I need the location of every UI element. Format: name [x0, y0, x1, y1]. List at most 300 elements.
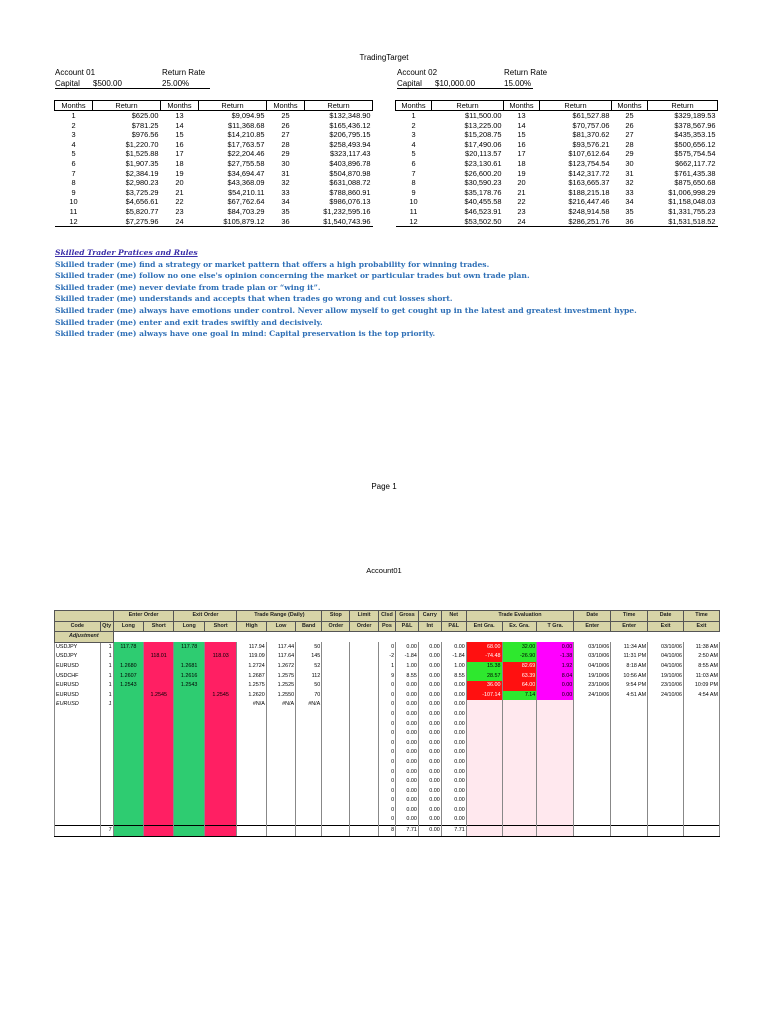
te-cell [611, 815, 648, 825]
exl-cell [174, 720, 204, 730]
exl-cell [174, 729, 204, 739]
exs-cell [204, 758, 237, 768]
return-cell: $105,879.12 [199, 217, 267, 227]
tx-cell [683, 739, 719, 749]
return-cell: $323,117.43 [329, 149, 371, 159]
net-cell: 0.00 [441, 758, 466, 768]
month-cell: 5 [411, 149, 416, 159]
limit-cell [350, 826, 378, 837]
eg-cell [466, 815, 502, 825]
month-cell: 33 [625, 187, 634, 197]
pos-cell: 8 [378, 826, 395, 837]
tx-cell: 10:09 PM [683, 681, 719, 691]
return-cell: $26,600.20 [464, 168, 502, 178]
tg-cell: 0.00 [537, 691, 574, 701]
exl-cell: 1.2681 [174, 662, 204, 672]
return-cell: $70,757.06 [572, 120, 610, 130]
de-cell: 24/10/06 [574, 691, 611, 701]
te-cell: 11:31 PM [611, 652, 648, 662]
month-cell: 9 [71, 187, 76, 197]
column-header: Long [113, 621, 143, 632]
ens-cell [144, 700, 174, 710]
sub-header-row [55, 621, 720, 632]
dx-cell [648, 729, 684, 739]
table-row [55, 691, 720, 701]
dx-cell: 04/10/06 [648, 652, 684, 662]
tx-cell [683, 768, 719, 778]
tx-cell: 11:03 AM [683, 672, 719, 682]
column-header: Months [612, 101, 648, 111]
high-cell [237, 815, 266, 825]
tg-cell [537, 758, 574, 768]
eg-cell [466, 758, 502, 768]
tg-cell: 1.92 [537, 662, 574, 672]
gross-cell: 0.00 [396, 777, 419, 787]
band-cell [296, 739, 322, 749]
exs-cell [204, 826, 237, 837]
eg-cell: -74.48 [466, 652, 502, 662]
dx-cell: 03/10/06 [648, 642, 684, 652]
return-cell: $15,208.75 [464, 130, 502, 140]
exl-cell: 1.2543 [174, 681, 204, 691]
column-header: Short [144, 621, 174, 632]
enl-cell [113, 748, 143, 758]
dx-cell [648, 777, 684, 787]
stop-cell [322, 787, 350, 797]
pos-cell: 0 [378, 720, 395, 730]
table-row [55, 159, 373, 169]
limit-cell [350, 720, 378, 730]
de-cell: 03/10/06 [574, 642, 611, 652]
stop-cell [322, 806, 350, 816]
de-cell [574, 739, 611, 749]
exl-cell [174, 787, 204, 797]
exl-cell [174, 815, 204, 825]
te-cell: 11:34 AM [611, 642, 648, 652]
enl-cell [113, 777, 143, 787]
capital-label: Capital [397, 79, 422, 88]
high-cell [237, 787, 266, 797]
month-cell: 29 [281, 149, 290, 159]
gross-cell: -1.84 [396, 652, 419, 662]
xg-cell: -26.90 [502, 652, 537, 662]
code-cell [55, 739, 101, 749]
enl-cell [113, 796, 143, 806]
capital-value: $500.00 [93, 79, 122, 88]
return-cell: $788,860.91 [329, 187, 371, 197]
month-cell: 28 [625, 139, 634, 149]
column-header: Months [267, 101, 305, 111]
column-header: Short [204, 621, 237, 632]
carry-cell: 0.00 [418, 652, 441, 662]
low-cell: 117.44 [266, 642, 295, 652]
tx-cell [683, 700, 719, 710]
stop-cell [322, 758, 350, 768]
gross-cell: 7.71 [396, 826, 419, 837]
qty-cell: 1 [100, 691, 113, 701]
table-row [55, 140, 373, 150]
eg-cell [466, 700, 502, 710]
code-cell [55, 710, 101, 720]
table-row [55, 729, 720, 739]
high-cell [237, 768, 266, 778]
pos-cell: 9 [378, 672, 395, 682]
exl-cell [174, 768, 204, 778]
table-row [55, 768, 720, 778]
return-cell: $781.25 [131, 120, 159, 130]
exs-cell [204, 768, 237, 778]
return-cell: $165,436.12 [329, 120, 371, 130]
gross-cell: 1.00 [396, 662, 419, 672]
low-cell [266, 796, 295, 806]
return-cell: $163,665.37 [568, 178, 610, 188]
gross-cell: 0.00 [396, 720, 419, 730]
stop-header: Stop [322, 611, 350, 622]
month-cell: 9 [411, 187, 416, 197]
high-cell: #N/A [237, 700, 266, 710]
dx-cell [648, 758, 684, 768]
low-cell [266, 739, 295, 749]
ens-cell [144, 796, 174, 806]
column-header: Months [55, 101, 93, 111]
de-cell: 03/10/06 [574, 652, 611, 662]
exl-cell [174, 806, 204, 816]
gross-cell: 0.00 [396, 796, 419, 806]
low-cell: 1.2672 [266, 662, 295, 672]
column-header: Months [504, 101, 540, 111]
qty-cell [100, 777, 113, 787]
limit-cell [350, 815, 378, 825]
enl-cell [113, 806, 143, 816]
month-cell: 26 [625, 120, 634, 130]
carry-cell: 0.00 [418, 642, 441, 652]
dx-cell [648, 815, 684, 825]
high-cell [237, 777, 266, 787]
month-cell: 18 [175, 158, 184, 168]
column-header: Ex. Gra. [502, 621, 537, 632]
limit-cell [350, 662, 378, 672]
net-cell: 1.00 [441, 662, 466, 672]
stop-cell [322, 777, 350, 787]
net-cell: 0.00 [441, 796, 466, 806]
stop-cell [322, 720, 350, 730]
page-footer: Page 1 [371, 482, 397, 491]
enl-cell [113, 729, 143, 739]
de-cell [574, 796, 611, 806]
stop-cell [322, 642, 350, 652]
ens-cell [144, 787, 174, 797]
band-cell [296, 796, 322, 806]
te-cell: 4:51 AM [611, 691, 648, 701]
code-cell [55, 720, 101, 730]
qty-cell [100, 806, 113, 816]
month-cell: 2 [71, 120, 76, 130]
qty-cell [100, 739, 113, 749]
table-row [396, 197, 718, 207]
month-cell: 15 [517, 130, 526, 140]
enl-cell [113, 652, 143, 662]
table-row [55, 652, 720, 662]
tx-cell [683, 796, 719, 806]
code-cell: EURUSD [55, 700, 101, 710]
rule-item: Skilled trader (me) understands and accepts that when trades go wrong and cut losses short. [55, 294, 453, 304]
tg-cell [537, 787, 574, 797]
return-cell: $9,094.95 [231, 111, 265, 120]
gross-cell: 0.00 [396, 691, 419, 701]
enl-cell [113, 691, 143, 701]
dx-cell [648, 768, 684, 778]
month-cell: 30 [625, 158, 634, 168]
pos-cell: 0 [378, 777, 395, 787]
code-cell: EURUSD [55, 691, 101, 701]
month-cell: 7 [411, 168, 416, 178]
carry-cell: 0.00 [418, 777, 441, 787]
return-cell: $378,567.96 [674, 120, 716, 130]
column-header: Long [174, 621, 204, 632]
return-cell: $84,703.29 [227, 206, 265, 216]
month-cell: 5 [71, 149, 76, 159]
column-header: Exit [648, 621, 684, 632]
month-cell: 20 [175, 178, 184, 188]
month-cell: 33 [281, 187, 290, 197]
tx-cell [683, 777, 719, 787]
table-row [55, 739, 720, 749]
tg-cell [537, 815, 574, 825]
month-cell: 12 [55, 217, 93, 227]
return-rate-label: Return Rate [162, 68, 206, 77]
qty-cell [100, 758, 113, 768]
month-cell: 23 [175, 206, 184, 216]
return-cell: $504,870.98 [329, 168, 371, 178]
carry-cell: 0.00 [418, 720, 441, 730]
return-cell: $403,896.78 [329, 158, 371, 168]
carry-cell: 0.00 [418, 796, 441, 806]
high-cell: 1.2620 [237, 691, 266, 701]
limit-cell [350, 710, 378, 720]
dx-cell [648, 739, 684, 749]
trade-account-title: Account01 [366, 566, 402, 575]
enl-cell [113, 700, 143, 710]
band-cell [296, 826, 322, 837]
return-cell: $13,225.00 [464, 120, 502, 130]
qty-cell: 7 [100, 826, 113, 837]
return-cell: $93,576.21 [572, 139, 610, 149]
column-header: Return [199, 101, 267, 111]
limit-cell [350, 642, 378, 652]
table-row [55, 777, 720, 787]
column-header: Qty [100, 621, 113, 632]
tx-cell [683, 720, 719, 730]
low-cell: 1.2525 [266, 681, 295, 691]
return-cell: $61,527.88 [572, 111, 610, 120]
month-cell: 1 [411, 111, 416, 120]
month-cell: 6 [71, 158, 76, 168]
return-cell: $216,447.46 [568, 197, 610, 207]
exl-cell [174, 758, 204, 768]
te-cell [611, 796, 648, 806]
net-cell: 0.00 [441, 815, 466, 825]
enl-cell [113, 720, 143, 730]
account-01-return-table [54, 100, 373, 227]
eg-cell [466, 748, 502, 758]
column-header: T Gra. [537, 621, 574, 632]
account-name: Account 02 [397, 68, 438, 77]
table-row [55, 188, 373, 198]
pos-cell: 0 [378, 729, 395, 739]
limit-header: Limit [350, 611, 378, 622]
qty-cell: 1 [100, 642, 113, 652]
qty-cell: 1 [100, 652, 113, 662]
return-cell: $329,189.53 [674, 111, 716, 120]
month-cell: 16 [517, 139, 526, 149]
column-header: Band [296, 621, 322, 632]
return-cell: $30,590.23 [464, 178, 502, 188]
xg-cell [502, 806, 537, 816]
return-cell: $1,232,595.16 [323, 206, 371, 216]
pos-cell: 1 [378, 662, 395, 672]
low-cell [266, 787, 295, 797]
trade-log-table [54, 610, 720, 837]
te-cell [611, 720, 648, 730]
table-row [55, 662, 720, 672]
stop-cell [322, 729, 350, 739]
low-cell [266, 768, 295, 778]
xg-cell [502, 729, 537, 739]
dx-cell [648, 710, 684, 720]
exl-cell [174, 652, 204, 662]
return-cell: $3,725.29 [125, 187, 159, 197]
ens-cell: 118.01 [144, 652, 174, 662]
gross-header: Gross [396, 611, 419, 622]
net-cell: 0.00 [441, 720, 466, 730]
table-row [55, 207, 373, 217]
stop-cell [322, 672, 350, 682]
table-row [55, 815, 720, 825]
band-cell: 70 [296, 691, 322, 701]
xg-cell: 63.39 [502, 672, 537, 682]
return-cell: $53,502.50 [432, 217, 504, 227]
ens-cell [144, 806, 174, 816]
return-cell: $81,370.62 [572, 130, 610, 140]
code-cell: EURUSD [55, 662, 101, 672]
net-cell: 7.71 [441, 826, 466, 837]
month-cell: 27 [625, 130, 634, 140]
carry-cell: 0.00 [418, 710, 441, 720]
month-cell: 3 [411, 130, 416, 140]
exs-cell [204, 739, 237, 749]
carry-cell: 0.00 [418, 806, 441, 816]
limit-cell [350, 777, 378, 787]
limit-cell [350, 748, 378, 758]
dx-cell: 24/10/06 [648, 691, 684, 701]
xg-cell [502, 710, 537, 720]
de-cell [574, 758, 611, 768]
table-row [55, 806, 720, 816]
table-row [396, 169, 718, 179]
te-cell [611, 710, 648, 720]
ens-cell [144, 826, 174, 837]
gross-cell: 0.00 [396, 806, 419, 816]
net-cell: 0.00 [441, 710, 466, 720]
capital-label: Capital [55, 79, 80, 88]
stop-cell [322, 796, 350, 806]
column-header: Months [161, 101, 199, 111]
table-row [55, 720, 720, 730]
xg-cell [502, 787, 537, 797]
code-cell [55, 777, 101, 787]
code-cell [55, 758, 101, 768]
return-cell: $1,158,048.03 [668, 197, 716, 207]
de-cell: 04/10/06 [574, 662, 611, 672]
tx-cell: 4:54 AM [683, 691, 719, 701]
high-cell: 1.2575 [237, 681, 266, 691]
exl-cell [174, 748, 204, 758]
limit-cell [350, 758, 378, 768]
account-02-return-table [395, 100, 718, 227]
month-cell: 1 [71, 111, 76, 120]
band-cell [296, 729, 322, 739]
rules-heading: Skilled Trader Pratices and Rules [55, 248, 198, 257]
exs-cell [204, 662, 237, 672]
table-header-row [396, 101, 718, 111]
month-cell: 14 [517, 120, 526, 130]
ens-cell: 1.2545 [144, 691, 174, 701]
tx-cell: 8:55 AM [683, 662, 719, 672]
enl-cell [113, 739, 143, 749]
tx-cell [683, 826, 719, 837]
high-cell [237, 806, 266, 816]
tx-cell [683, 806, 719, 816]
net-cell: 8.55 [441, 672, 466, 682]
high-cell [237, 739, 266, 749]
enl-cell [113, 826, 143, 837]
xg-cell: 82.69 [502, 662, 537, 672]
qty-cell: 1 [100, 681, 113, 691]
carry-cell: 0.00 [418, 815, 441, 825]
return-cell: $7,275.96 [93, 217, 161, 227]
de-cell [574, 729, 611, 739]
tx-cell: 2:50 AM [683, 652, 719, 662]
gross-cell: 0.00 [396, 642, 419, 652]
return-cell: $761,435.38 [674, 168, 716, 178]
qty-cell: 1 [100, 672, 113, 682]
limit-cell [350, 729, 378, 739]
code-cell [55, 796, 101, 806]
tg-cell [537, 720, 574, 730]
net-cell: 0.00 [441, 691, 466, 701]
table-row [396, 178, 718, 188]
dx-cell [648, 806, 684, 816]
return-cell: $1,006,998.29 [668, 187, 716, 197]
month-cell: 22 [517, 197, 526, 207]
xg-cell [502, 720, 537, 730]
return-cell: $875,650.68 [674, 178, 716, 188]
month-cell: 11 [69, 206, 78, 216]
month-cell: 7 [71, 168, 76, 178]
low-cell [266, 710, 295, 720]
code-cell [55, 815, 101, 825]
de-cell [574, 720, 611, 730]
table-row [55, 169, 373, 179]
carry-cell: 0.00 [418, 681, 441, 691]
net-cell: 0.00 [441, 806, 466, 816]
month-cell: 13 [175, 111, 184, 120]
month-cell: 8 [411, 178, 416, 188]
carry-header: Carry [418, 611, 441, 622]
column-header: Code [55, 621, 101, 632]
de-cell [574, 710, 611, 720]
month-cell: 30 [281, 158, 290, 168]
